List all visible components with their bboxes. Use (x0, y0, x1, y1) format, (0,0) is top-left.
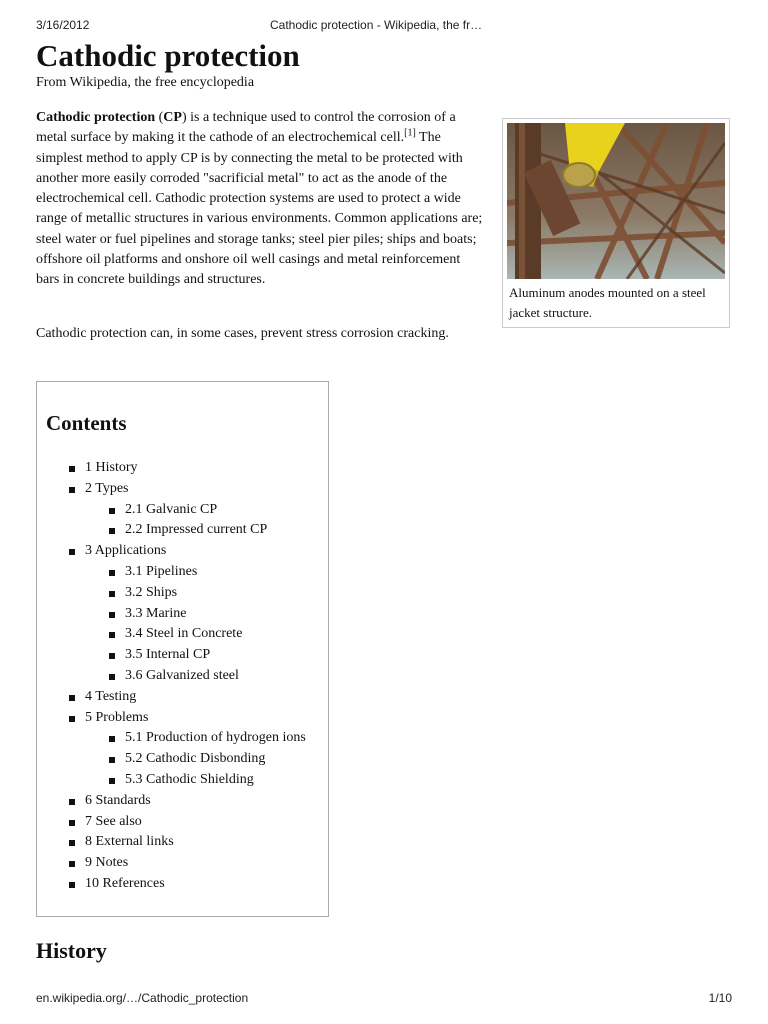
toc-link[interactable]: 7 See also (85, 813, 142, 829)
toc-item (37, 874, 328, 895)
lead-term: Cathodic protection (36, 110, 156, 125)
toc-link[interactable]: 2 Types (85, 480, 129, 496)
anode-photo[interactable] (507, 123, 725, 279)
toc-link[interactable]: 1 History (85, 460, 138, 475)
page-number: 1/10 (708, 991, 732, 1005)
bullet-icon (109, 778, 115, 784)
image-caption: Aluminum anodes mounted on a steel jacket structure. (509, 285, 706, 320)
bullet-icon (69, 466, 75, 472)
toc-link[interactable]: 2.1 Galvanic CP (125, 501, 218, 517)
section-heading-history: History (36, 938, 107, 963)
bullet-icon (69, 487, 75, 493)
tagline: From Wikipedia, the free encyclopedia (36, 75, 255, 90)
toc-link[interactable]: 3.3 Marine (125, 605, 187, 621)
page-url: en.wikipedia.org/…/Cathodic_protection (36, 991, 249, 1005)
toc-item (37, 645, 328, 666)
table-of-contents (36, 381, 329, 917)
bullet-icon (69, 861, 75, 867)
anode-photo-graphic (507, 123, 725, 279)
toc-list (37, 458, 328, 895)
toc-link[interactable]: 4 Testing (85, 688, 137, 704)
toc-item (37, 853, 328, 874)
print-header (36, 18, 732, 34)
toc-item (37, 791, 328, 812)
bullet-icon (69, 549, 75, 555)
page-title: Cathodic protection (36, 38, 300, 73)
toc-link[interactable]: 5.1 Production of hydrogen ions (125, 730, 306, 746)
bullet-icon (69, 695, 75, 701)
print-date: 3/16/2012 (36, 18, 90, 32)
bullet-icon (69, 716, 75, 722)
bullet-icon (109, 653, 115, 659)
toc-item (37, 458, 328, 479)
toc-link[interactable]: 3.6 Galvanized steel (125, 667, 239, 683)
toc-item (37, 708, 328, 729)
bullet-icon (109, 508, 115, 514)
toc-item (37, 500, 328, 521)
toc-item (37, 583, 328, 604)
toc-link[interactable]: 3 Applications (85, 543, 167, 559)
toc-item (37, 687, 328, 708)
lead-text-b: The simplest method to apply CP is by connecting the metal to be protected with another more easily corroded "sacrificial metal" to act as the anode of the electrochemical cell. Cathodic protection systems are used to protect a wide range of metallic structures in various environments. Common applications are; steel water or fuel pipelines and storage tanks; steel pier piles; ships and boats; offshore oil platforms and onshore oil well casings and metal reinforcement bars in concrete buildings and structures. (36, 130, 483, 288)
toc-link[interactable]: 5 Problems (85, 709, 149, 725)
toc-link[interactable]: 8 External links (85, 834, 174, 850)
lead-abbr: CP (163, 110, 182, 125)
print-footer (36, 991, 732, 1007)
toc-item (37, 666, 328, 687)
citation-link[interactable]: [1] (404, 127, 416, 139)
toc-link[interactable]: 9 Notes (85, 855, 129, 871)
toc-item (37, 770, 328, 791)
lead-paragraph (36, 108, 486, 291)
image-thumbnail (502, 118, 730, 328)
paragraph-2: Cathodic protection can, in some cases, prevent stress corrosion cracking. (36, 326, 449, 341)
toc-link[interactable]: 3.1 Pipelines (125, 563, 198, 579)
bullet-icon (109, 736, 115, 742)
toc-link[interactable]: 6 Standards (85, 792, 151, 808)
toc-item (37, 728, 328, 749)
print-tab-title: Cathodic protection - Wikipedia, the fr… (270, 18, 483, 32)
bullet-icon (69, 799, 75, 805)
toc-item (37, 562, 328, 583)
toc-item (37, 520, 328, 541)
bullet-icon (69, 882, 75, 888)
bullet-icon (109, 570, 115, 576)
toc-item (37, 479, 328, 500)
toc-item (37, 832, 328, 853)
toc-item (37, 541, 328, 562)
bullet-icon (109, 674, 115, 680)
lead-open-paren: ( (155, 110, 164, 125)
toc-link[interactable]: 2.2 Impressed current CP (125, 522, 268, 538)
bullet-icon (69, 840, 75, 846)
toc-link[interactable]: 3.5 Internal CP (125, 647, 211, 663)
bullet-icon (109, 632, 115, 638)
lead-text-a: ) is a technique used to control the corrosion of a metal surface by making it the cathode of an electrochemical cell. (36, 110, 456, 146)
toc-link[interactable]: 3.2 Ships (125, 584, 178, 600)
bullet-icon (109, 591, 115, 597)
bullet-icon (109, 612, 115, 618)
bullet-icon (109, 528, 115, 534)
toc-item (37, 604, 328, 625)
toc-item (37, 624, 328, 645)
bullet-icon (109, 757, 115, 763)
bullet-icon (69, 820, 75, 826)
toc-link[interactable]: 5.2 Cathodic Disbonding (125, 751, 266, 767)
toc-link[interactable]: 3.4 Steel in Concrete (125, 626, 243, 642)
toc-item (37, 812, 328, 833)
toc-link[interactable]: 5.3 Cathodic Shielding (125, 771, 254, 787)
toc-link[interactable]: 10 References (85, 875, 165, 891)
toc-item (37, 749, 328, 770)
toc-title: Contents (46, 411, 127, 435)
